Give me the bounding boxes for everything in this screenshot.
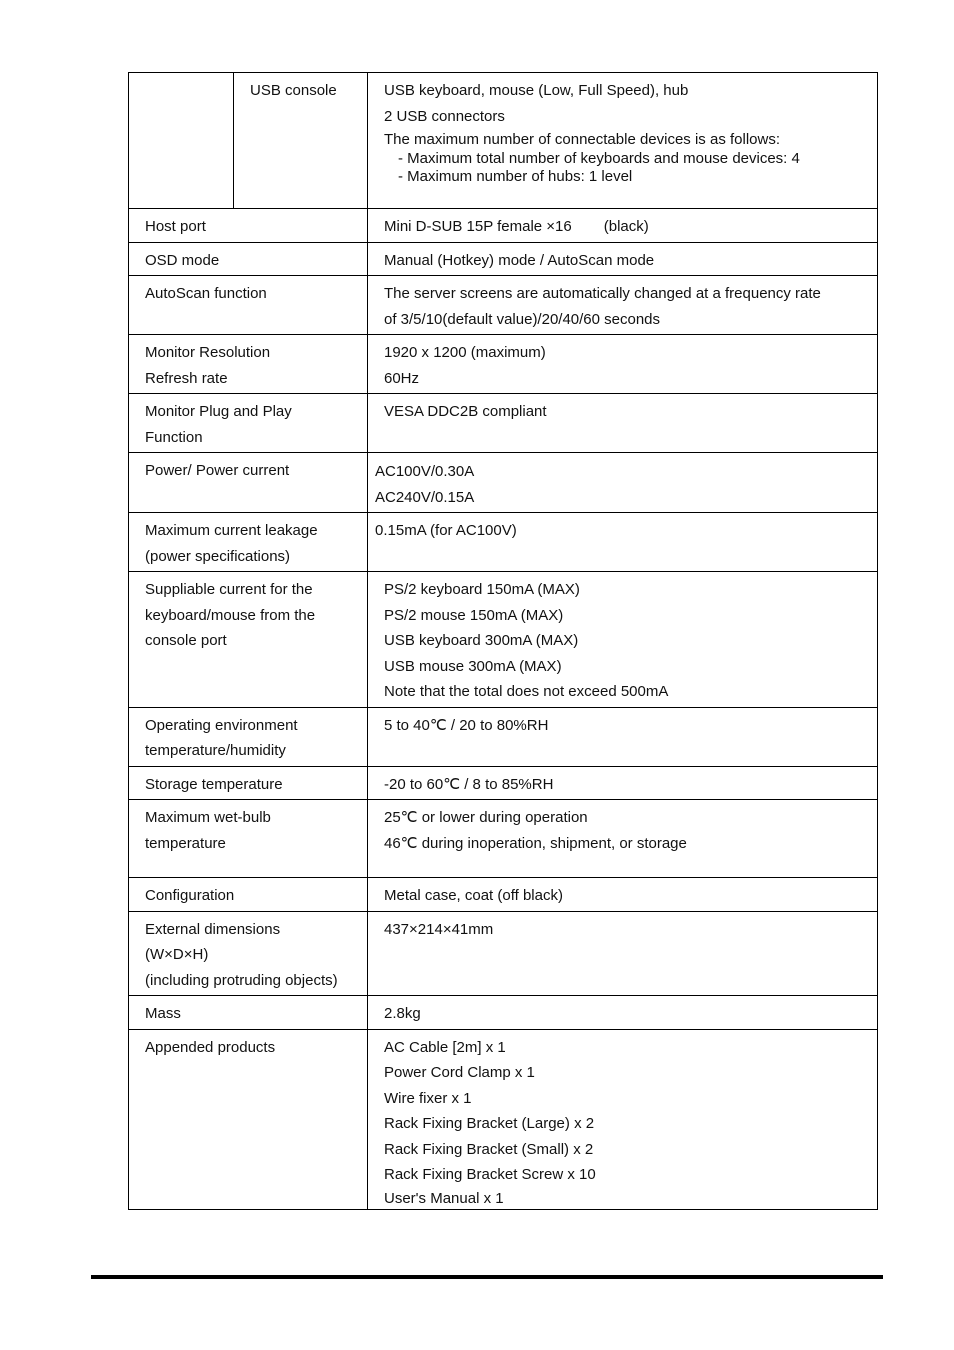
mass-label-text: Mass <box>145 1005 181 1022</box>
row-host-port <box>129 209 878 243</box>
wet-bulb-label-line: Maximum wet-bulb <box>145 809 271 826</box>
osd-mode-label <box>129 242 368 276</box>
host-port-value-note: (black) <box>603 218 649 235</box>
mass-value <box>368 996 878 1030</box>
dimensions-label-line: (W×D×H) <box>145 946 209 963</box>
dimensions-label-line: External dimensions <box>145 920 281 938</box>
row-osd-mode <box>129 242 878 276</box>
row-storage-temp <box>129 766 878 800</box>
autoscan-value <box>368 276 878 335</box>
usb-console-sub1: - Maximum total number of keyboards and mouse devices: 4 <box>398 150 800 167</box>
configuration-value-text: Metal case, coat (off black) <box>384 887 563 904</box>
row-operating-env <box>129 707 878 766</box>
monitor-pnp-label-line: Function <box>145 428 203 446</box>
monitor-resolution-value-line: 60Hz <box>384 369 420 387</box>
dimensions-value-text: 437×214×41mm <box>384 920 494 938</box>
power-label-text: Power/ Power current <box>145 462 290 479</box>
wet-bulb-value-line: 25℃ or lower during operation <box>384 809 588 826</box>
row-appended <box>129 1029 878 1209</box>
spec-table <box>128 72 878 1210</box>
autoscan-value-line: The server screens are automatically changed at a frequency rate <box>384 285 821 302</box>
usb-console-sub2: - Maximum number of hubs: 1 level <box>398 168 633 185</box>
supply-current-value-line: Note that the total does not exceed 500mA <box>384 683 669 700</box>
row-supply-current <box>129 572 878 708</box>
storage-temp-label-text: Storage temperature <box>145 775 283 793</box>
supply-current-label-line: console port <box>145 632 227 649</box>
mass-label <box>129 996 368 1030</box>
appended-label-text: Appended products <box>145 1038 276 1056</box>
appended-value-line: Wire fixer x 1 <box>384 1089 472 1107</box>
row-power <box>129 453 878 513</box>
monitor-pnp-label-line: Monitor Plug and Play <box>145 403 292 420</box>
supply-current-value-line: USB keyboard 300mA (MAX) <box>384 632 579 649</box>
appended-value-line: AC Cable [2m] x 1 <box>384 1038 506 1056</box>
appended-value-line: Rack Fixing Bracket Screw x 10 <box>384 1166 596 1183</box>
row-wet-bulb <box>129 800 878 878</box>
operating-env-value <box>368 707 878 766</box>
appended-value-line: Rack Fixing Bracket (Small) x 2 <box>384 1140 594 1158</box>
configuration-value <box>368 878 878 912</box>
appended-label <box>129 1029 368 1209</box>
leakage-value <box>368 513 878 572</box>
osd-mode-value <box>368 242 878 276</box>
monitor-resolution-value <box>368 335 878 394</box>
supply-current-label-line: Suppliable current for the <box>145 581 313 598</box>
row-autoscan <box>129 276 878 335</box>
supply-current-value <box>368 572 878 708</box>
configuration-label <box>129 878 368 912</box>
power-label <box>129 453 368 513</box>
usb-console-line1: USB keyboard, mouse (Low, Full Speed), hub <box>384 82 689 99</box>
row-usb-console <box>129 73 878 209</box>
leakage-label-line: Maximum current leakage <box>145 522 318 539</box>
autoscan-label <box>129 276 368 335</box>
host-port-label <box>129 209 368 243</box>
supply-current-label <box>129 572 368 708</box>
configuration-label-text: Configuration <box>145 887 235 904</box>
supply-current-label-line: keyboard/mouse from the <box>145 606 316 624</box>
dimensions-label <box>129 911 368 996</box>
row-mass <box>129 996 878 1030</box>
row-monitor-pnp <box>129 394 878 453</box>
supply-current-value-line: PS/2 keyboard 150mA (MAX) <box>384 581 580 598</box>
operating-env-label-line: temperature/humidity <box>145 742 286 759</box>
usb-console-label-text: USB console <box>250 82 337 99</box>
operating-env-label <box>129 707 368 766</box>
usb-console-value <box>368 73 878 209</box>
host-port-value-text: Mini D-SUB 15P female ×16 <box>384 218 572 235</box>
monitor-pnp-label <box>129 394 368 453</box>
usb-console-line3: The maximum number of connectable devices is as follows: <box>384 131 781 148</box>
leakage-label <box>129 513 368 572</box>
monitor-pnp-value-text: VESA DDC2B compliant <box>384 403 547 420</box>
monitor-resolution-label <box>129 335 368 394</box>
usb-blank-cell <box>129 73 234 209</box>
appended-value-line: User's Manual x 1 <box>384 1189 504 1207</box>
power-value <box>368 453 878 513</box>
monitor-resolution-label-line: Monitor Resolution <box>145 344 271 361</box>
autoscan-value-line: of 3/5/10(default value)/20/40/60 seconds <box>384 310 661 328</box>
leakage-label-line: (power specifications) <box>145 547 291 565</box>
osd-mode-label-text: OSD mode <box>145 251 220 269</box>
storage-temp-value <box>368 766 878 800</box>
wet-bulb-label-line: temperature <box>145 834 226 852</box>
mass-value-text: 2.8kg <box>384 1005 421 1022</box>
appended-value-line: Power Cord Clamp x 1 <box>384 1064 535 1081</box>
wet-bulb-value <box>368 800 878 878</box>
usb-console-line2: 2 USB connectors <box>384 107 505 125</box>
power-value-line: AC240V/0.15A <box>375 488 475 506</box>
appended-value-line: Rack Fixing Bracket (Large) x 2 <box>384 1115 595 1132</box>
usb-console-label <box>234 73 368 209</box>
footer-rule <box>91 1275 883 1279</box>
osd-mode-value-text: Manual (Hotkey) mode / AutoScan mode <box>384 251 655 269</box>
wet-bulb-label <box>129 800 368 878</box>
power-value-line: AC100V/0.30A <box>375 463 475 480</box>
storage-temp-value-text: -20 to 60℃ / 8 to 85%RH <box>384 775 554 793</box>
row-leakage <box>129 513 878 572</box>
monitor-resolution-value-line: 1920 x 1200 (maximum) <box>384 344 546 361</box>
row-dimensions <box>129 911 878 996</box>
dimensions-value <box>368 911 878 996</box>
autoscan-label-text: AutoScan function <box>145 285 267 302</box>
row-configuration <box>129 878 878 912</box>
row-monitor-resolution <box>129 335 878 394</box>
host-port-label-text: Host port <box>145 218 206 235</box>
host-port-value <box>368 209 878 243</box>
leakage-value-text: 0.15mA (for AC100V) <box>375 522 517 539</box>
appended-value <box>368 1029 878 1209</box>
storage-temp-label <box>129 766 368 800</box>
monitor-pnp-value <box>368 394 878 453</box>
operating-env-value-text: 5 to 40℃ / 20 to 80%RH <box>384 716 549 734</box>
supply-current-value-line: USB mouse 300mA (MAX) <box>384 657 562 675</box>
supply-current-value-line: PS/2 mouse 150mA (MAX) <box>384 606 564 624</box>
monitor-resolution-label-line: Refresh rate <box>145 369 228 387</box>
wet-bulb-value-line: 46℃ during inoperation, shipment, or storage <box>384 834 687 852</box>
operating-env-label-line: Operating environment <box>145 716 298 734</box>
dimensions-label-line: (including protruding objects) <box>145 971 338 989</box>
